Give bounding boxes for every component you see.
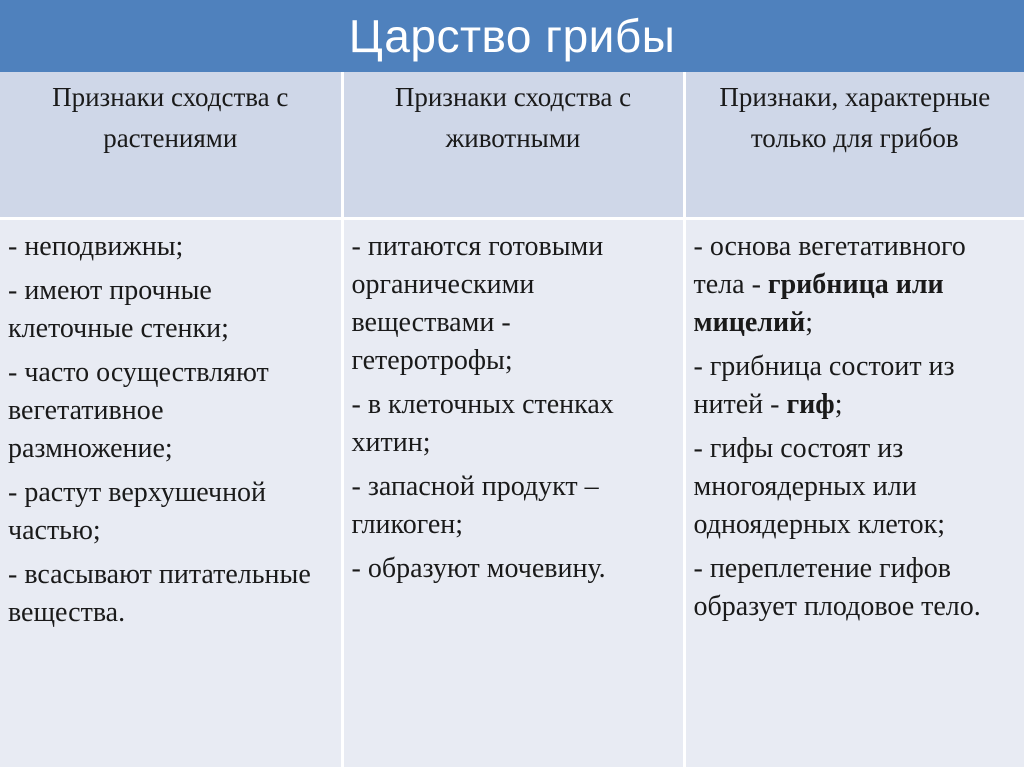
- list-item: - всасывают питательные вещества.: [8, 559, 311, 628]
- title-bar: [0, 0, 1024, 72]
- list-item: [694, 348, 1019, 424]
- header-plants: Признаки сходства с растениями: [0, 72, 342, 219]
- item-text: - основа вегетативного тела -: [693, 231, 966, 300]
- term-hyphae: гиф: [786, 389, 835, 420]
- term-mycelium: грибница или мицелий: [693, 269, 944, 338]
- list-item: - часто осуществляют вегетативное размножение;: [8, 357, 269, 464]
- list-item: - растут верхушечной частью;: [8, 477, 267, 546]
- list-item: - в клеточных стенках хитин;: [351, 389, 614, 458]
- item-end: ;: [805, 307, 814, 338]
- list-item: - запасной продукт – гликоген;: [351, 471, 599, 540]
- item-end: ;: [834, 389, 843, 420]
- comparison-table: [0, 72, 1024, 767]
- list-item: - имеют прочные клеточные стенки;: [8, 275, 229, 344]
- slide-title: Царство грибы: [348, 10, 676, 62]
- list-item: - питаются готовыми органическими веществами - гетеротрофы;: [351, 231, 604, 376]
- list-item: - гифы состоят из многоядерных или одноядерных клеток;: [693, 433, 945, 540]
- fungi-cell: [684, 219, 1024, 767]
- item-text: - грибница состоит из нитей -: [693, 351, 955, 420]
- header-fungi-only: Признаки, характерные только для грибов: [684, 72, 1024, 219]
- animals-cell: [342, 219, 684, 767]
- header-animals: Признаки сходства с животными: [342, 72, 684, 219]
- list-item: - неподвижны;: [8, 231, 184, 262]
- list-item: - переплетение гифов образует плодовое тело.: [693, 553, 981, 622]
- plants-cell: [0, 219, 342, 767]
- header-row: [0, 72, 1024, 219]
- content-row: [0, 219, 1024, 767]
- list-item: - образуют мочевину.: [351, 553, 606, 584]
- list-item: [694, 228, 1019, 342]
